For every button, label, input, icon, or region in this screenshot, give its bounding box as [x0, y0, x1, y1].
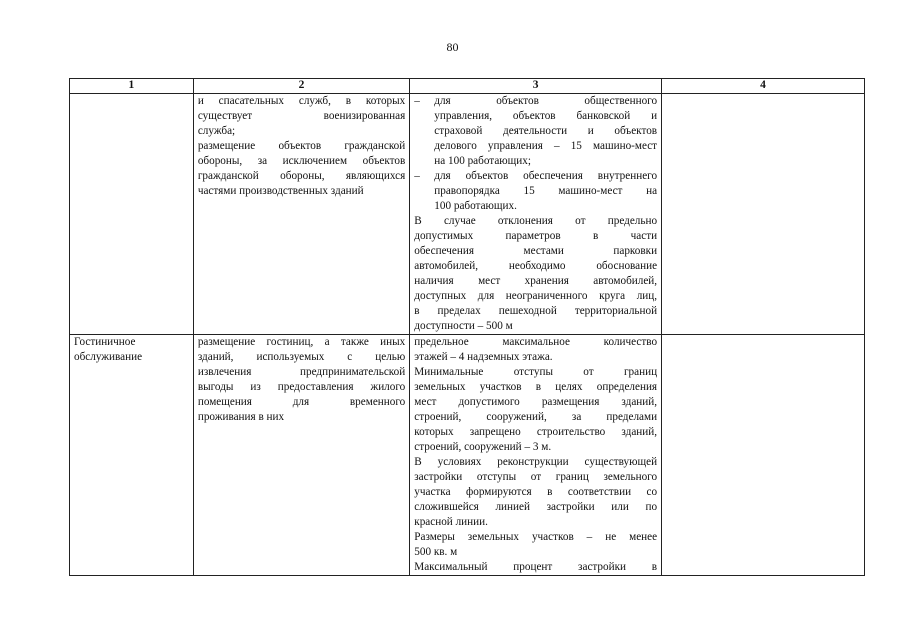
- text-line: управления, объектов банковской и: [434, 110, 658, 122]
- column-header-2: 2: [193, 79, 409, 94]
- text-line: обеспечения местами парковки: [414, 245, 658, 257]
- text-line: в пределах пешеходной территориальной: [414, 305, 658, 317]
- text-line: участка формируются в соответствии со: [414, 486, 658, 498]
- row1-col2-cell: [193, 94, 409, 335]
- text-line: В случае отклонения от предельно: [414, 215, 658, 227]
- text-line: зданий, используемых с целью: [197, 351, 406, 363]
- text-line: 100 работающих.: [434, 200, 517, 212]
- text-line: допустимых параметров в части: [414, 230, 658, 242]
- text-line: Максимальный процент застройки в: [414, 561, 658, 573]
- text-line: для объектов общественного: [434, 95, 658, 107]
- table-header-row: [70, 79, 865, 94]
- text-line: строений, сооружений – 3 м.: [414, 441, 552, 453]
- text-line: предельное максимальное количество: [414, 336, 658, 348]
- text-line: обороны, за исключением объектов: [197, 155, 406, 167]
- paragraph: [414, 455, 657, 530]
- text-line: страховой деятельности и объектов: [434, 125, 658, 137]
- text-line: Минимальные отступы от границ: [414, 366, 658, 378]
- text-line: автомобилей, необходимо обоснование: [414, 260, 658, 272]
- text-line: служба;: [197, 125, 236, 137]
- text-line: В условиях реконструкции существующей: [414, 456, 658, 468]
- text-line: 500 кв. м: [414, 546, 458, 558]
- text-line: доступности – 500 м: [414, 320, 513, 332]
- text-line: извлечения предпринимательской: [197, 366, 406, 378]
- text-line: размещение объектов гражданской: [197, 140, 406, 152]
- paragraph: [414, 530, 657, 560]
- row1-col4-cell: [662, 94, 865, 335]
- row2-col3-cell: [410, 335, 662, 576]
- column-header-4: 4: [662, 79, 865, 94]
- text-line: размещение гостиниц, а также иных: [197, 336, 406, 348]
- table-row: [70, 94, 865, 335]
- text-line: обслуживание: [74, 351, 143, 363]
- row1-col3-cell: [410, 94, 662, 335]
- text-line: проживания в них: [197, 411, 285, 423]
- dash-bullet: –: [414, 95, 420, 107]
- list-item: [414, 94, 657, 169]
- text-line: строений, сооружений, за пределами: [414, 411, 658, 423]
- paragraph: [414, 365, 657, 455]
- text-line: Размеры земельных участков – не менее: [414, 531, 658, 543]
- text-line: существует военизированная: [197, 110, 406, 122]
- text-line: помещения для временного: [197, 396, 406, 408]
- text-line: застройки отступы от границ земельного: [414, 471, 658, 483]
- regulations-table: [69, 78, 865, 576]
- row2-col4-cell: [662, 335, 865, 576]
- row2-col1-cell: [70, 335, 194, 576]
- column-header-3: 3: [410, 79, 662, 94]
- column-header-1: 1: [70, 79, 194, 94]
- text-line: этажей – 4 надземных этажа.: [414, 351, 553, 363]
- text-line: которых запрещено строительство зданий,: [414, 426, 658, 438]
- paragraph: [414, 335, 657, 365]
- text-line: делового управления – 15 машино-мест: [434, 140, 658, 152]
- text-line: мест допустимого размещения зданий,: [414, 396, 658, 408]
- text-line: и спасательных служб, в которых: [197, 95, 406, 107]
- text-line: наличия мест хранения автомобилей,: [414, 275, 658, 287]
- table-row: [70, 335, 865, 576]
- text-line: сложившейся линией застройки или по: [414, 501, 658, 513]
- dash-bullet: –: [414, 170, 420, 182]
- text-line: Гостиничное: [74, 336, 136, 348]
- row1-col1-cell: [70, 94, 194, 335]
- paragraph: [414, 560, 657, 575]
- text-line: гражданской обороны, являющихся: [197, 170, 406, 182]
- list-item: [414, 169, 657, 214]
- text-line: правопорядка 15 машино-мест на: [434, 185, 658, 197]
- paragraph: [414, 214, 657, 334]
- page-number: 80: [446, 40, 459, 54]
- text-line: выгоды из предоставления жилого: [197, 381, 406, 393]
- text-line: земельных участков в целях определения: [414, 381, 658, 393]
- row2-col2-cell: [193, 335, 409, 576]
- text-line: для объектов обеспечения внутреннего: [434, 170, 658, 182]
- text-line: частями производственных зданий: [197, 185, 364, 197]
- text-line: на 100 работающих;: [434, 155, 531, 167]
- text-line: красной линии.: [414, 516, 488, 528]
- text-line: доступных для неограниченного круга лиц,: [414, 290, 658, 302]
